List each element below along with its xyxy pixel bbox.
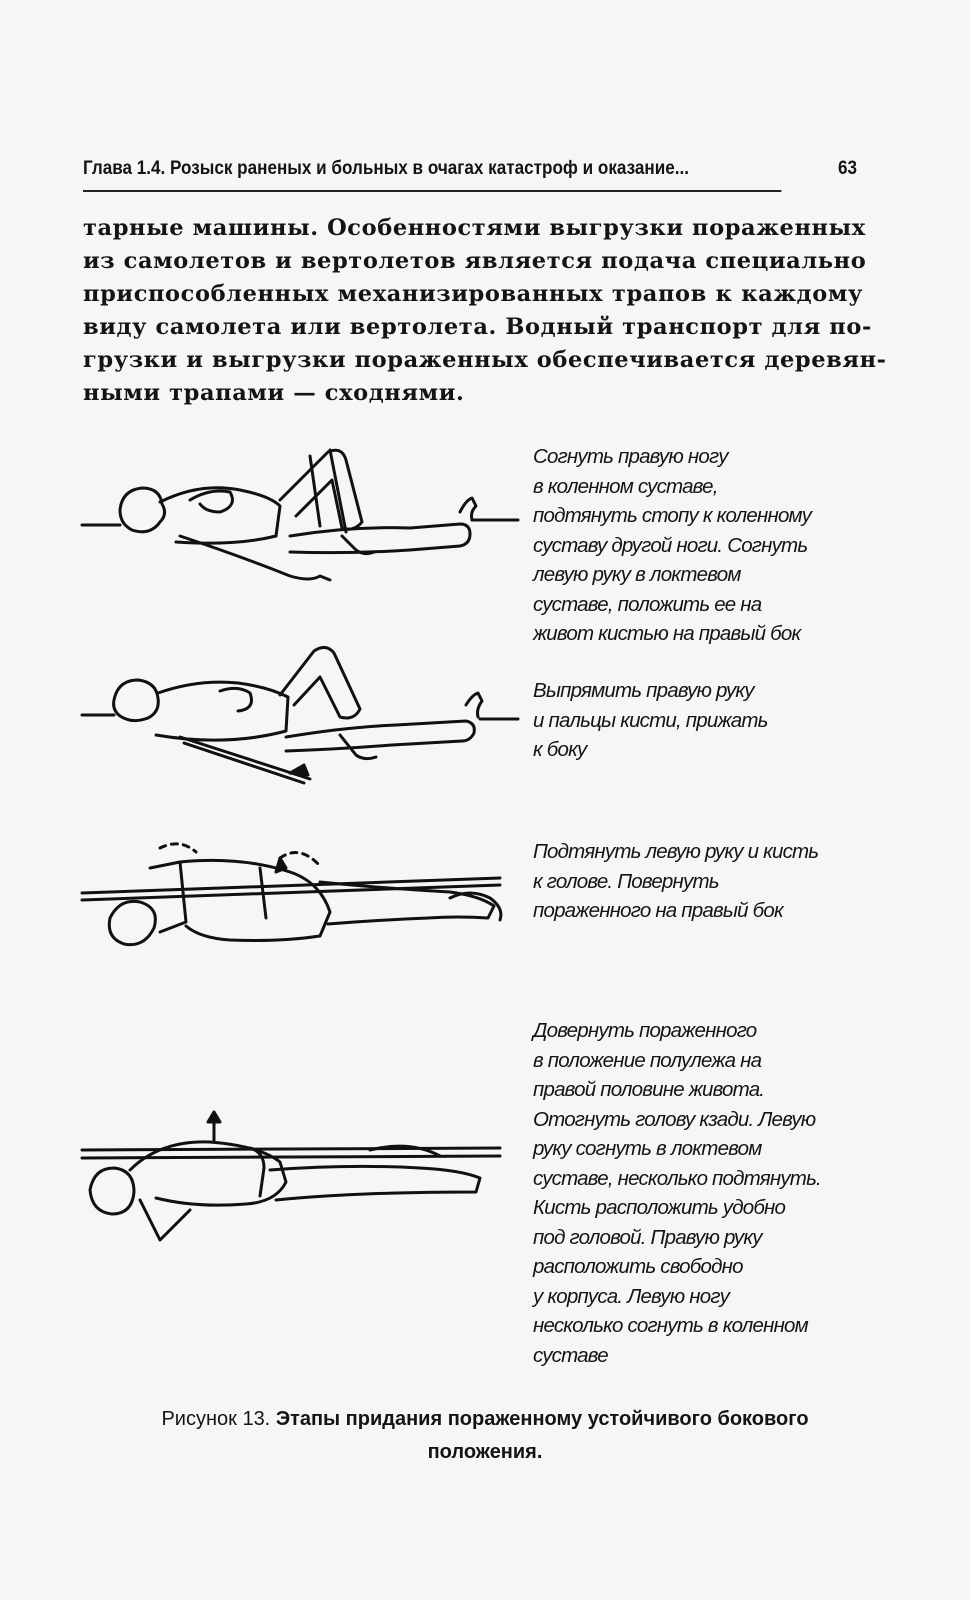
body-line: из самолетов и вертолетов является подача специально bbox=[83, 248, 867, 274]
chapter-title: Глава 1.4. Розыск раненых и больных в очагах катастроф и оказание... bbox=[83, 158, 689, 179]
caption-line: руку согнуть в локтевом bbox=[533, 1137, 762, 1160]
illustration-step-1 bbox=[80, 440, 520, 600]
caption-line: несколько согнуть в коленном bbox=[533, 1314, 808, 1337]
figure-title-line-1: Этапы придания пораженному устойчивого бокового bbox=[275, 1408, 809, 1430]
caption-line: в коленном суставе, bbox=[533, 474, 718, 498]
body-line: тарные машины. Особенностями выгрузки пораженных bbox=[83, 215, 866, 241]
body-line: виду самолета или вертолета. Водный транспорт для по- bbox=[83, 314, 872, 340]
step-1-caption bbox=[533, 442, 863, 649]
caption-line: к голове. Повернуть bbox=[533, 869, 719, 893]
illustration-step-3 bbox=[80, 838, 520, 968]
caption-line: Кисть расположить удобно bbox=[533, 1196, 786, 1219]
caption-line: у корпуса. Левую ногу bbox=[533, 1284, 730, 1308]
caption-line: суставе, несколько подтянуть. bbox=[533, 1166, 821, 1190]
caption-line: живот кистью на правый бок bbox=[533, 622, 801, 645]
caption-line: в положение полулежа на bbox=[533, 1048, 762, 1072]
running-header bbox=[83, 150, 857, 192]
caption-line: пораженного на правый бок bbox=[533, 899, 783, 922]
caption-line: Довернуть пораженного bbox=[533, 1019, 757, 1042]
caption-line: Согнуть правую ногу bbox=[533, 445, 728, 468]
body-line: приспособленных механизированных трапов к каждому bbox=[83, 281, 863, 307]
figure-label: Рисунок 13. bbox=[161, 1408, 271, 1430]
caption-line: правой половине живота. bbox=[533, 1078, 765, 1101]
figure-title-line-2: положения. bbox=[427, 1441, 543, 1463]
caption-line: суставе, положить ее на bbox=[533, 592, 762, 616]
caption-line: левую руку в локтевом bbox=[533, 563, 741, 586]
caption-line: к боку bbox=[533, 738, 587, 761]
page-number: 63 bbox=[837, 158, 857, 179]
step-2-caption bbox=[533, 676, 863, 765]
step-4-caption bbox=[533, 1016, 863, 1370]
caption-line: Выпрямить правую руку bbox=[533, 679, 754, 702]
figure-caption bbox=[0, 1403, 970, 1469]
body-line: ными трапами — сходнями. bbox=[83, 380, 465, 406]
caption-line: суставу другой ноги. Согнуть bbox=[533, 533, 808, 557]
body-line: грузки и выгрузки пораженных обеспечивается деревян- bbox=[83, 347, 887, 373]
caption-line: и пальцы кисти, прижать bbox=[533, 708, 768, 732]
caption-line: расположить свободно bbox=[533, 1255, 743, 1278]
step-3-caption bbox=[533, 837, 863, 926]
caption-line: суставе bbox=[533, 1343, 608, 1367]
illustration-step-2 bbox=[80, 645, 520, 795]
caption-line: Отогнуть голову кзади. Левую bbox=[533, 1107, 816, 1131]
caption-line: подтянуть стопу к коленному bbox=[533, 504, 812, 527]
caption-line: Подтянуть левую руку и кисть bbox=[533, 840, 819, 863]
body-paragraph bbox=[83, 212, 887, 410]
illustration-step-4 bbox=[80, 1110, 520, 1260]
caption-line: под головой. Правую руку bbox=[533, 1225, 762, 1249]
